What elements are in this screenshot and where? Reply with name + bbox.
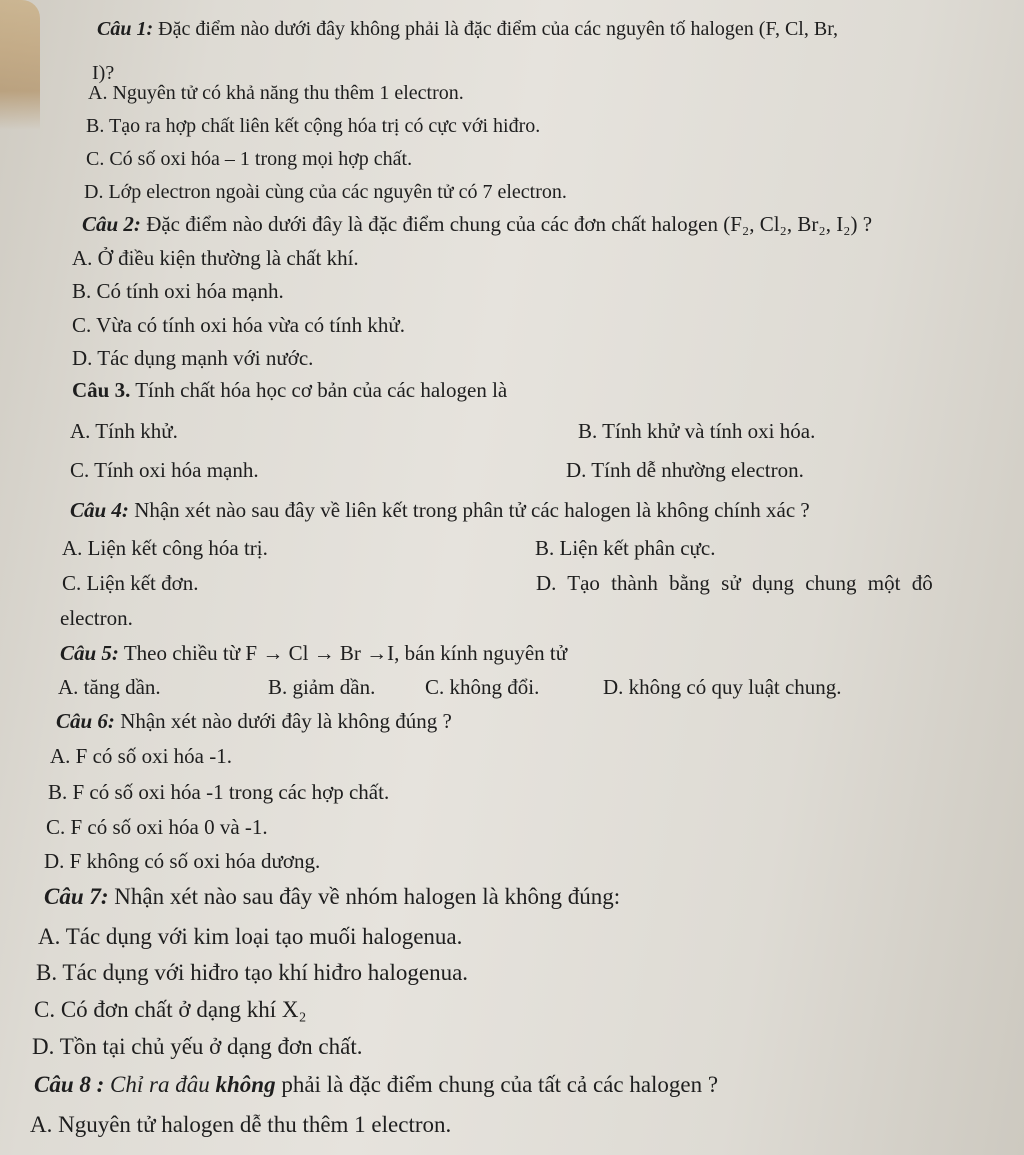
question-5-option-b: B. giảm dần.: [268, 675, 376, 699]
question-3-label: Câu 3.: [72, 378, 131, 402]
question-8-text-before: Chỉ ra đâu: [110, 1072, 210, 1097]
question-3-option-b: B. Tính khử và tính oxi hóa.: [578, 419, 816, 443]
question-1-stem: [97, 16, 838, 42]
question-6-option-b: B. F có số oxi hóa -1 trong các hợp chất.: [48, 780, 390, 804]
question-5-option-c: C. không đổi.: [425, 675, 540, 699]
question-4-stem: [70, 497, 810, 523]
question-4-option-b: B. Liện kết phân cực.: [535, 536, 716, 560]
question-5-text: Theo chiều từ F → Cl → Br →I, bán kính nguyên tử: [123, 641, 568, 665]
question-6-text: Nhận xét nào dưới đây là không đúng ?: [120, 709, 452, 733]
question-4-option-c: C. Liện kết đơn.: [62, 571, 199, 595]
question-3-text: Tính chất hóa học cơ bản của các halogen là: [135, 378, 508, 402]
question-6-option-c: C. F có số oxi hóa 0 và -1.: [46, 815, 268, 839]
question-4-option-d: D. Tạo thành bằng sử dụng chung một đô: [536, 571, 933, 595]
question-2-option-a: A. Ở điều kiện thường là chất khí.: [72, 246, 359, 270]
question-1-text: Đặc điểm nào dưới đây không phải là đặc điểm của các nguyên tố halogen (F, Cl, Br,: [158, 18, 839, 40]
question-3-option-d: D. Tính dễ nhường electron.: [566, 458, 804, 482]
question-7-option-a: A. Tác dụng với kim loại tạo muối halogenua.: [38, 924, 463, 949]
question-7-option-b: B. Tác dụng với hiđro tạo khí hiđro halogenua.: [36, 960, 469, 985]
question-2-option-d: D. Tác dụng mạnh với nước.: [72, 346, 314, 370]
question-5-option-a: A. tăng dần.: [58, 675, 161, 699]
question-5-label: Câu 5:: [60, 641, 119, 665]
question-5-stem: [60, 640, 567, 666]
question-3-option-c: C. Tính oxi hóa mạnh.: [70, 458, 259, 482]
question-7-text: Nhận xét nào sau đây về nhóm halogen là không đúng:: [114, 884, 621, 909]
question-6-option-d: D. F không có số oxi hóa dương.: [44, 849, 321, 873]
question-2-text: Đặc điểm nào dưới đây là đặc điểm chung của các đơn chất halogen (F₂, Cl₂, Br₂, I₂) ?: [146, 212, 873, 236]
question-3-option-a: A. Tính khử.: [70, 419, 178, 443]
question-1-stem-continued: I)?: [92, 62, 115, 84]
question-1-option-c: C. Có số oxi hóa – 1 trong mọi hợp chất.: [86, 148, 413, 170]
question-8-text-emphasis: không: [215, 1072, 276, 1097]
question-7-stem: [44, 884, 620, 910]
question-1-option-a: A. Nguyên tử có khả năng thu thêm 1 electron.: [88, 82, 464, 104]
question-4-label: Câu 4:: [70, 498, 129, 522]
question-8-option-a: A. Nguyên tử halogen dễ thu thêm 1 electron.: [30, 1112, 452, 1137]
question-4-option-a: A. Liện kết công hóa trị.: [62, 536, 268, 560]
question-7-option-d: D. Tồn tại chủ yếu ở dạng đơn chất.: [32, 1034, 363, 1059]
question-8-stem: [34, 1072, 718, 1098]
question-1-option-b: B. Tạo ra hợp chất liên kết cộng hóa trị có cực với hiđro.: [86, 115, 541, 137]
question-2-option-b: B. Có tính oxi hóa mạnh.: [72, 279, 284, 303]
question-2-stem: [82, 211, 872, 237]
question-4-option-d-continued: electron.: [60, 606, 133, 630]
question-7-option-c: C. Có đơn chất ở dạng khí X₂: [34, 997, 307, 1022]
question-5-option-d: D. không có quy luật chung.: [603, 675, 842, 699]
question-1-label: Câu 1:: [97, 18, 154, 40]
question-6-option-a: A. F có số oxi hóa -1.: [50, 744, 232, 768]
question-4-text: Nhận xét nào sau đây về liên kết trong phân tử các halogen là không chính xác ?: [134, 498, 810, 522]
question-8-label: Câu 8 :: [34, 1072, 105, 1097]
question-6-stem: [56, 708, 452, 734]
question-2-option-c: C. Vừa có tính oxi hóa vừa có tính khử.: [72, 313, 405, 337]
question-2-label: Câu 2:: [82, 212, 141, 236]
question-1-option-d: D. Lớp electron ngoài cùng của các nguyên tử có 7 electron.: [84, 181, 567, 203]
question-8-text-after: phải là đặc điểm chung của tất cả các halogen ?: [281, 1072, 719, 1097]
question-7-label: Câu 7:: [44, 884, 109, 909]
question-3-stem: [72, 377, 507, 403]
question-6-label: Câu 6:: [56, 709, 115, 733]
